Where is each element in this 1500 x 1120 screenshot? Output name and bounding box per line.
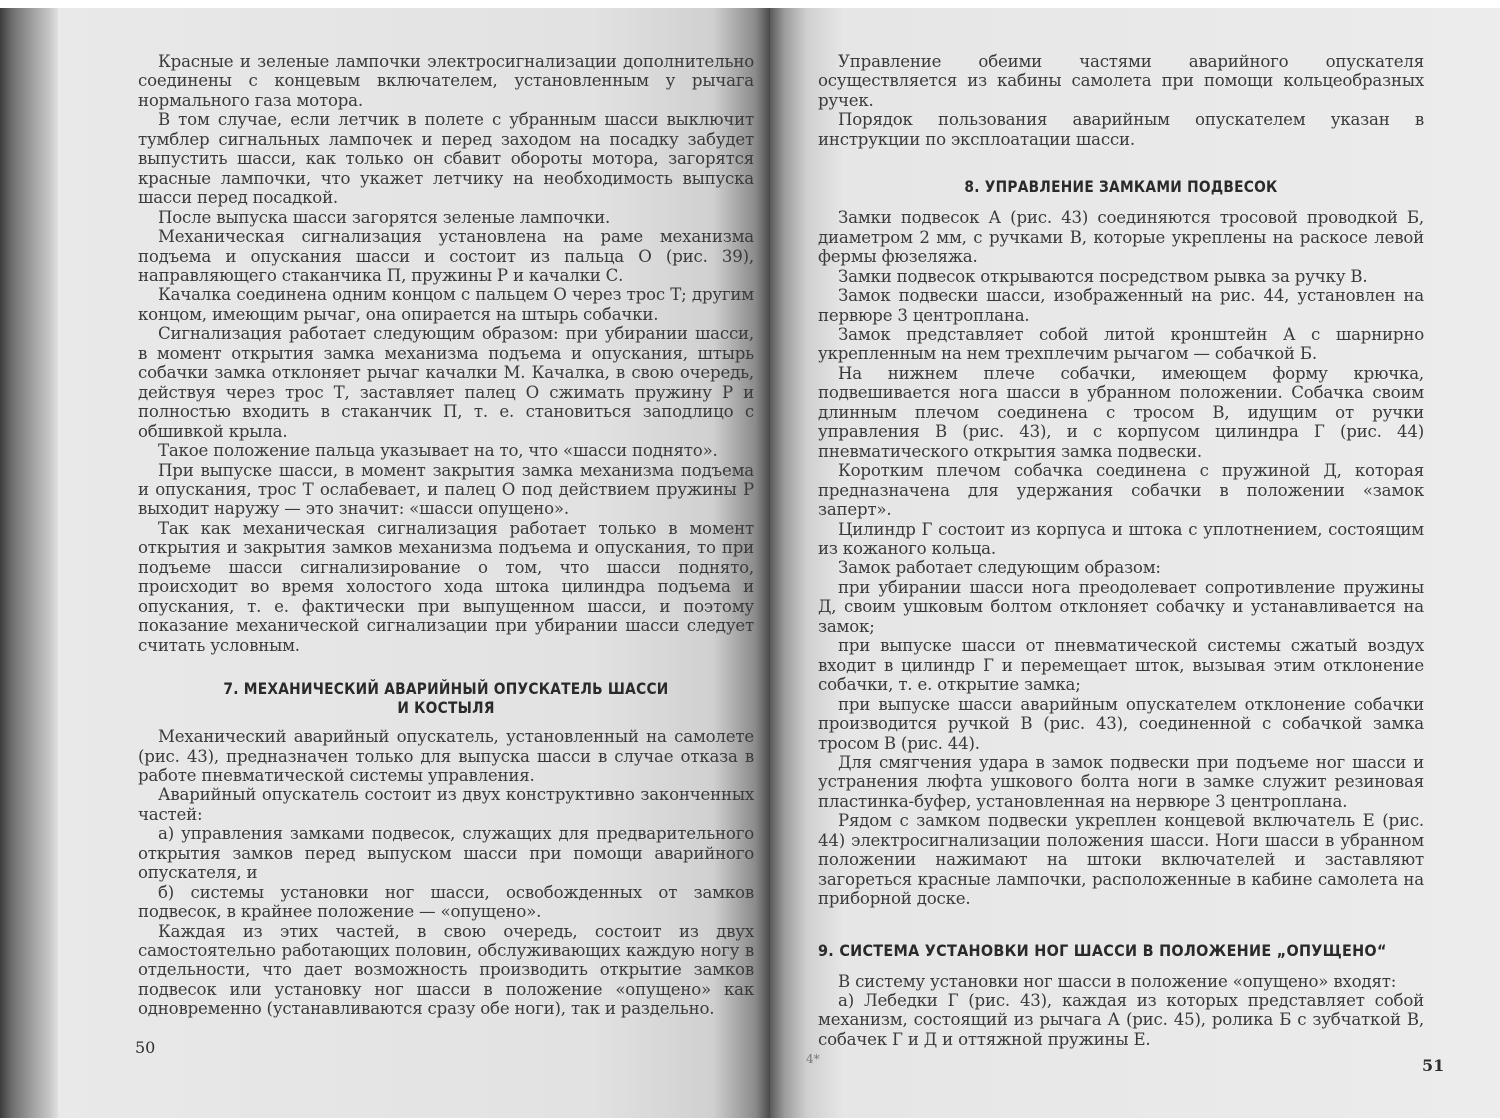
paragraph: Аварийный опускатель состоит из двух конструктивно законченных частей: <box>138 785 754 824</box>
list-item: б) системы установки ног шасси, освобожденных от замков подвесок, в крайнее положение — «опущено». <box>138 882 754 922</box>
page-number: 50 <box>135 1038 156 1057</box>
paragraph: На нижнем плече собачки, имеющем форму крючка, подвешивается нога шасси в убранном положении. Собачка своим длинным плечом соединена с тросом В, идущим от ручки управления В (рис. 43), и с корпусом цилиндра Г (рис. 44) пневматического открытия замка подвески. <box>818 363 1424 461</box>
paragraph: Качалка соединена одним концом с пальцем О через трос Т; другим концом, имеющим рычаг, она опирается на штырь собачки. <box>138 285 754 324</box>
paragraph: Так как механическая сигнализация работает только в момент открытия и закрытия замков механизма подъема и опускания, то при подъеме шасси сигнализирование о том, что шасси поднято, происходит во время холостого хода штока цилиндра подъема и опускания, т. е. фактически при выпущенном шасси, и поэтому показание механической сигнализации при убирании шасси следует считать условным. <box>138 518 754 655</box>
list-item: а) управления замками подвесок, служащих для предварительного открытия замков перед выпуском шасси при помощи аварийного опускателя, и <box>138 824 754 883</box>
paragraph: Замок представляет собой литой кронштейн А с шарнирно укрепленным на нем трехплечим рычагом — собачкой Б. <box>818 324 1424 364</box>
paragraph: Механический аварийный опускатель, установленный на самолете (рис. 43), предназначен только для выпуска шасси в случае отказа в работе пневматической системы управления. <box>138 727 754 785</box>
paragraph: Замок подвески шасси, изображенный на рис. 44, установлен на первюре 3 центроплана. <box>818 286 1424 325</box>
heading-line: 7. МЕХАНИЧЕСКИЙ АВАРИЙНЫЙ ОПУСКАТЕЛЬ ШАССИ <box>223 679 669 699</box>
paragraph: Замки подвесок А (рис. 43) соединяются тросовой проводкой Б, диаметром 2 мм, с ручками В, которые укреплены на раскосе левой фермы фюзеляжа. <box>818 208 1424 267</box>
paragraph: Сигнализация работает следующим образом: при убирании шасси, в момент открытия замка механизма подъема и опускания, штырь собачки замка отклоняет рычаг качалки М. Качалка, в свою очередь, действуя через трос Т, заставляет палец О сжимать пружину Р и полностью входить в стаканчик П, т. е. становиться заподлицо с обшивкой крыла. <box>138 324 754 441</box>
paragraph: Цилиндр Г состоит из корпуса и штока с уплотнением, состоящим из кожаного кольца. <box>818 519 1424 558</box>
left-page <box>58 8 770 1118</box>
list-item: а) Лебедки Г (рис. 43), каждая из которых представляет собой механизм, состоящий из рычага А (рис. 45), ролика Б с зубчаткой В, собачек Г и Д и оттяжной пружины Е. <box>818 991 1424 1049</box>
book-edge <box>0 8 60 1118</box>
section-7-heading <box>181 679 711 717</box>
right-page-text <box>818 52 1424 1049</box>
paragraph: Каждая из этих частей, в свою очередь, состоит из двух самостоятельно работающих половин, обслуживающих каждую ногу в отдельности, что дает возможность производить открытие замков подвесок или установку ног шасси в положение «опущено» как одновременно (устанавливаются сразу обе ноги), так и раздельно. <box>138 921 754 1019</box>
paragraph: После выпуска шасси загорятся зеленые лампочки. <box>158 207 611 227</box>
paragraph: Красные и зеленые лампочки электросигнализации дополнительно соединены с концевым включателем, установленным у рычага нормального газа мотора. <box>138 52 754 110</box>
paragraph: Порядок пользования аварийным опускателем указан в инструкции по эксплоатации шасси. <box>818 110 1424 149</box>
paragraph: Замок работает следующим образом: <box>838 558 1161 578</box>
left-page-text <box>138 52 754 1019</box>
signature-mark: 4* <box>806 1052 820 1066</box>
paragraph: Рядом с замком подвески укреплен концевой включатель Е (рис. 44) электросигнализации положения шасси. Ноги шасси в убранном положении нажимают на штоки включателей и заставляют загореться красные лампочки, расположенные в кабине самолета на приборной доске. <box>818 811 1424 909</box>
paragraph: Замки подвесок открываются посредством рывка за ручку В. <box>838 266 1368 286</box>
heading-line: И КОСТЫЛЯ <box>397 698 495 718</box>
paragraph: при выпуске шасси аварийным опускателем отклонение собачки производится ручкой В (рис. 43), соединенной с собачкой замка тросом В (рис. 44). <box>818 694 1424 753</box>
paragraph: Такое положение пальца указывает на то, что «шасси поднято». <box>158 441 718 461</box>
paragraph: Для смягчения удара в замок подвески при подъеме ног шасси и устранения люфта ушкового болта ноги в замке служит резиновая пластинка-буфер, установленная на нервюре 3 центроплана. <box>818 752 1424 811</box>
paragraph: Коротким плечом собачка соединена с пружиной Д, которая предназначена для удержания собачки в положении «замок заперт». <box>818 461 1424 520</box>
paragraph: Механическая сигнализация установлена на раме механизма подъема и опускания шасси и состоит из пальца О (рис. 39), направляющего стаканчика П, пружины Р и качалки С. <box>138 227 754 285</box>
paragraph: при убирании шасси нога преодолевает сопротивление пружины Д, своим ушковым болтом отклоняет собачку и устанавливается на замок; <box>818 577 1424 636</box>
right-page <box>770 8 1500 1118</box>
page-number: 51 <box>1422 1056 1445 1075</box>
paragraph: Управление обеими частями аварийного опускателя осуществляется из кабины самолета при помощи кольцеобразных ручек. <box>818 52 1424 110</box>
paragraph: При выпуске шасси, в момент закрытия замка механизма подъема и опускания, трос Т ослабевает, и палец О под действием пружины Р выходит наружу — это значит: «шасси опущено». <box>138 460 754 519</box>
paragraph: В том случае, если летчик в полете с убранным шасси выключит тумблер сигнальных лампочек и перед заходом на посадку забудет выпустить шасси, как только он сбавит обороты мотора, загорятся красные лампочки, что укажет летчику на необходимость выпуска шасси перед посадкой. <box>138 110 754 208</box>
paragraph: при выпуске шасси от пневматической системы сжатый воздух входит в цилиндр Г и перемещает шток, вызывая этим отклонение собачки, т. е. открытие замка; <box>818 636 1424 695</box>
book-spread <box>0 8 1500 1118</box>
section-8-heading: 8. УПРАВЛЕНИЕ ЗАМКАМИ ПОДВЕСОК <box>964 177 1278 197</box>
paragraph: В систему установки ног шасси в положение «опущено» входят: <box>838 971 1397 991</box>
section-9-heading: 9. СИСТЕМА УСТАНОВКИ НОГ ШАССИ В ПОЛОЖЕНИЕ „ОПУЩЕНО“ <box>818 940 1387 960</box>
